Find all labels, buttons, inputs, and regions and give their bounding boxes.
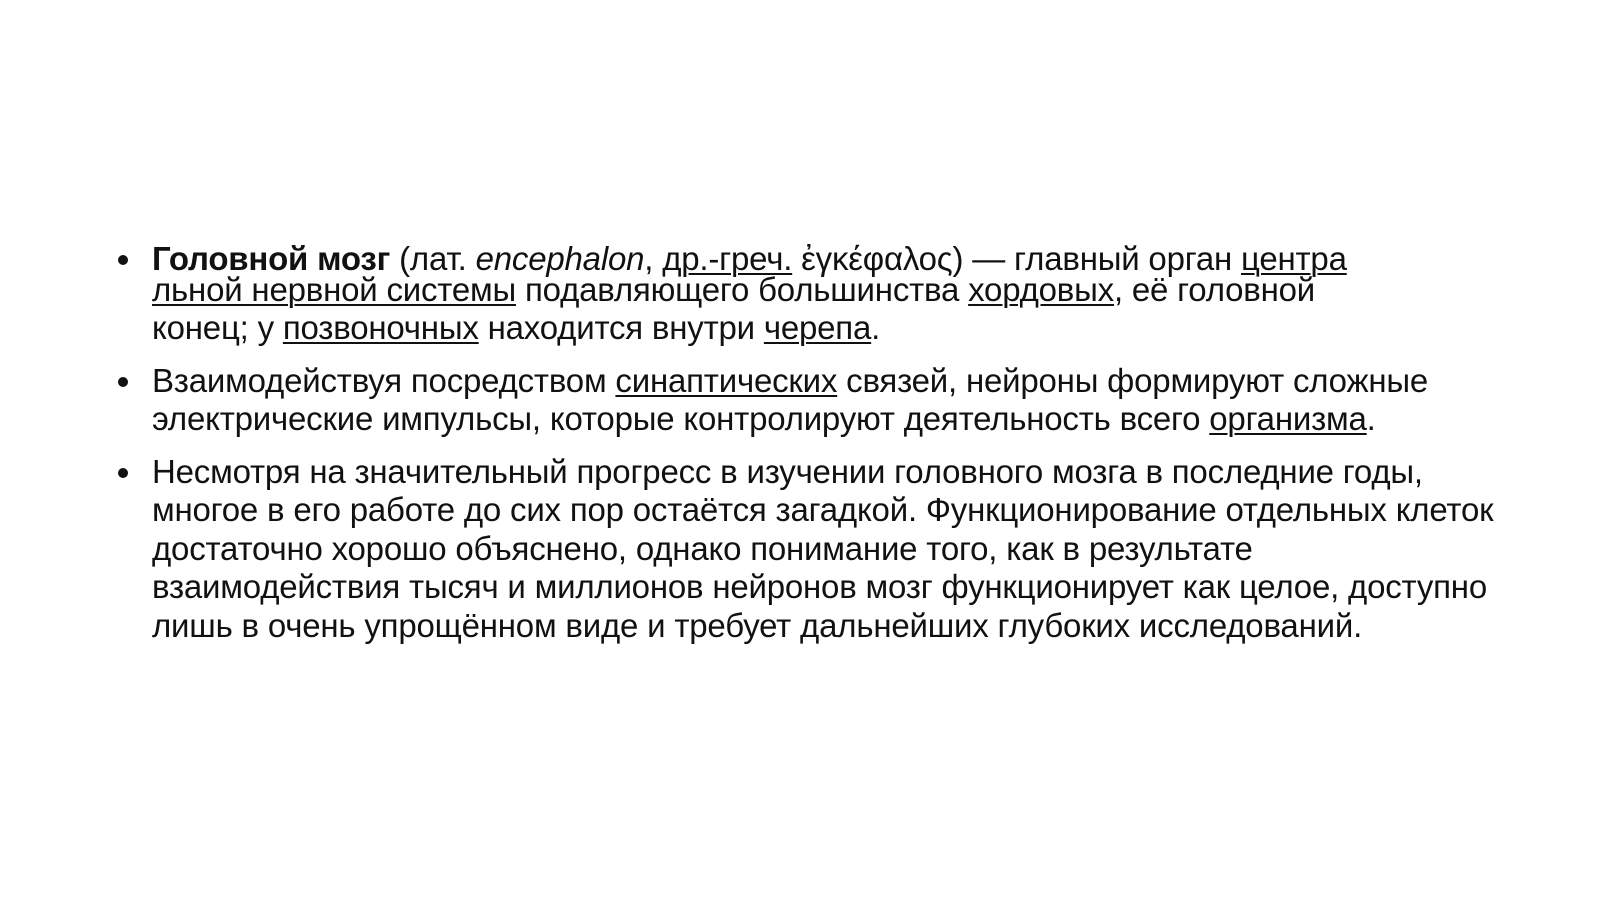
bullet-item-neurons [118,362,1498,439]
link-central-nervous-system-part1[interactable]: центра [1241,240,1347,277]
link-synaptic[interactable]: синаптических [615,361,838,399]
bullet-item-research [118,453,1498,646]
bullet-list [118,240,1498,659]
text-segment: подавляющего большинства [516,270,969,308]
link-chordates[interactable]: хордовых [968,270,1114,308]
text-segment: (лат. [390,240,476,277]
bullet-1-line-2 [152,271,1498,310]
bullet-3-text: Несмотря на значительный прогресс в изучении головного мозга в последние годы, многое в его работе до сих пор остаётся загадкой. Функционирование отдельных клеток достаточно хорошо объяснено, однако понимание того, как в результате взаимодействия тысяч и миллионов нейронов мозг функционирует как целое, доступно лишь в очень упрощённом виде и требует дальнейших глубоких исследований. [152,452,1494,644]
text-segment: связей, нейроны формируют сложные электрические импульсы, которые контролируют деятельность всего [152,361,1429,437]
link-ancient-greek[interactable]: др.-греч. [662,240,793,277]
bullet-dot-icon [118,255,128,265]
bullet-1-line-3 [152,309,1498,348]
text-segment: . [1366,400,1376,437]
link-organism[interactable]: организма [1209,400,1367,437]
text-segment: , [644,240,663,277]
text-segment: , её головной [1113,270,1316,308]
link-vertebrates[interactable]: позвоночных [282,309,479,346]
link-skull[interactable]: черепа [763,309,872,346]
latin-term: encephalon [475,240,645,277]
text-segment: конец; у [152,309,283,346]
link-central-nervous-system-part2[interactable]: льной нервной системы [152,270,517,308]
term-brain: Головной мозг [152,240,391,277]
bullet-dot-icon [118,377,128,387]
text-segment: . [871,309,881,346]
bullet-dot-icon [118,468,128,478]
text-segment: находится внутри [478,309,764,346]
text-segment: ἐγκέφαλος) — главный орган [792,240,1241,277]
bullet-item-brain-definition [118,240,1498,348]
text-segment: Взаимодействуя посредством [152,361,616,399]
